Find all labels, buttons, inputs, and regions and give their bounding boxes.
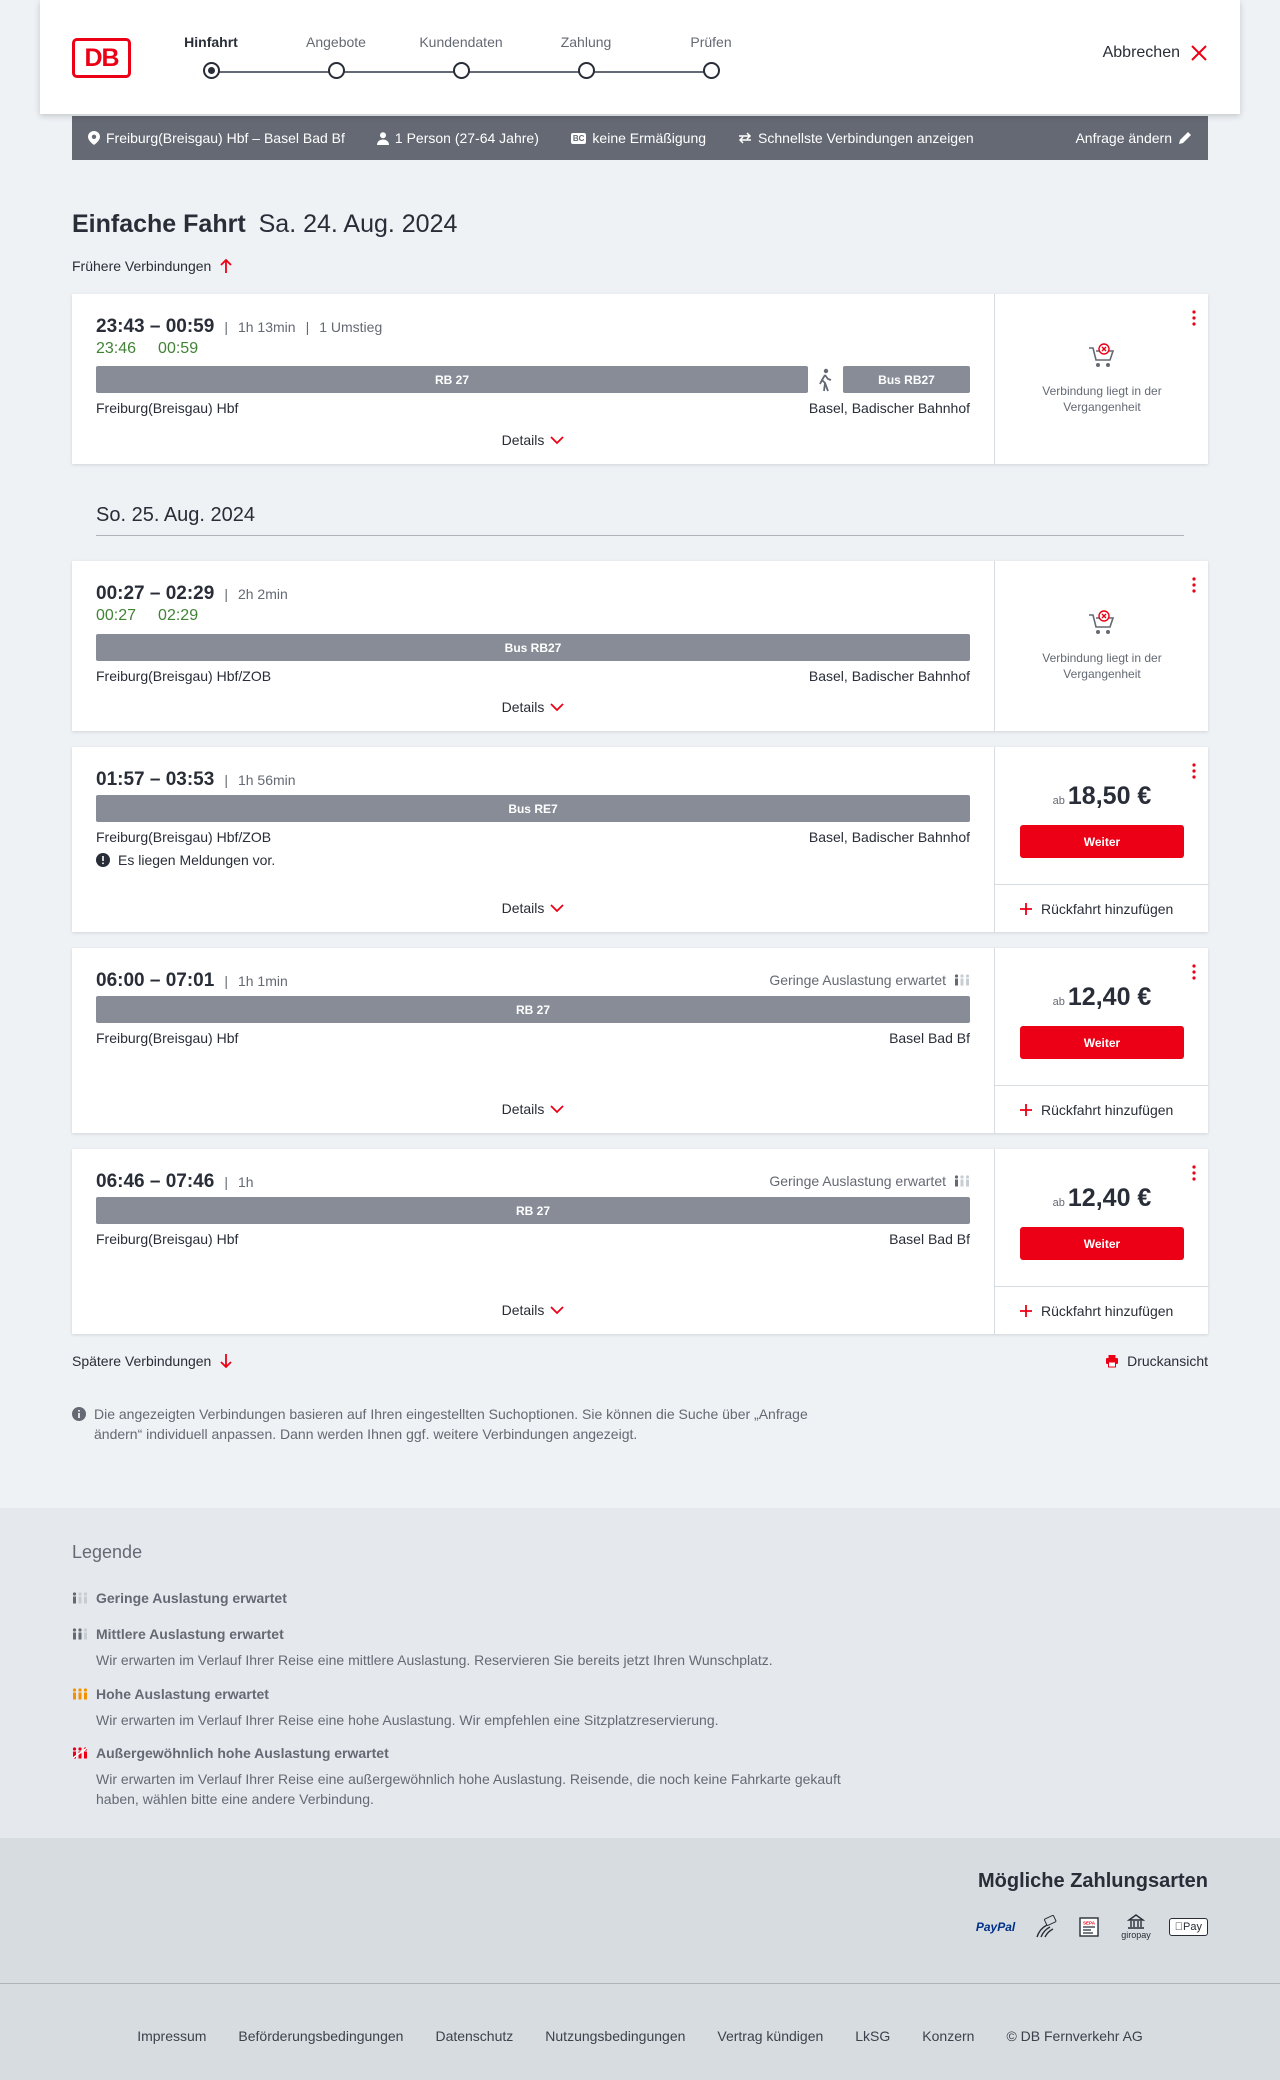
- step-label: Zahlung: [560, 34, 612, 50]
- legend-item-desc: Wir erwarten im Verlauf Ihrer Reise eine hohe Auslastung. Wir empfehlen eine Sitzplatzreservierung.: [96, 1712, 719, 1728]
- connection-times-row: [96, 316, 382, 338]
- arrow-down-icon: [219, 1353, 233, 1369]
- details-toggle[interactable]: [72, 699, 994, 715]
- connection-duration: 1h 1min: [237, 973, 288, 989]
- occupancy-info: [769, 972, 970, 988]
- stations-row: [96, 1030, 970, 1046]
- connection-times: 06:00 – 07:01: [96, 970, 215, 991]
- kebab-icon[interactable]: [1192, 1165, 1196, 1181]
- realtime-departure: 23:46: [96, 340, 137, 357]
- separator: |: [224, 1174, 228, 1190]
- giropay-icon: [1121, 1914, 1151, 1940]
- connection-card: [72, 747, 1208, 932]
- footer-link-nutzungsbedingungen[interactable]: Nutzungsbedingungen: [545, 2028, 686, 2044]
- kebab-icon[interactable]: [1192, 577, 1196, 593]
- connection-card: [72, 1149, 1208, 1334]
- chevron-down-icon: [550, 436, 564, 445]
- apple-pay-icon: [1169, 1918, 1208, 1936]
- payment-section: [0, 1838, 1280, 1983]
- info-text: Die angezeigten Verbindungen basieren auf Ihren eingestellten Suchoptionen. Sie können die Suche über „Anfrage ändern“ individuell anpassen. Dann werden Ihnen ggf. weitere Verbindungen angezeigt.: [94, 1406, 808, 1442]
- offer-panel: [994, 294, 1208, 464]
- bahncard-icon: BC: [572, 133, 585, 143]
- connection-duration: 2h 2min: [237, 586, 288, 602]
- destination-station: Basel Bad Bf: [889, 1231, 970, 1247]
- summary-route: [88, 130, 345, 146]
- chevron-down-icon: [550, 904, 564, 913]
- segment-bar[interactable]: RB 27: [96, 366, 808, 393]
- origin-station: Freiburg(Breisgau) Hbf/ZOB: [96, 829, 272, 845]
- summary-discount: [571, 130, 706, 146]
- stations-row: [96, 668, 970, 684]
- separator: |: [224, 586, 228, 602]
- connection-transfers: 1 Umstieg: [319, 319, 383, 335]
- summary-discount-text: keine Ermäßigung: [592, 130, 707, 146]
- step-label: Kundendaten: [419, 34, 503, 50]
- close-icon: [1190, 44, 1208, 62]
- connection-info: [72, 1149, 994, 1334]
- origin-station: Freiburg(Breisgau) Hbf: [96, 400, 239, 416]
- print-view-label: Druckansicht: [1127, 1353, 1208, 1369]
- legend-section: [0, 1508, 1280, 1838]
- trip-type: Einfache Fahrt: [72, 210, 246, 238]
- stations-row: [96, 1231, 970, 1247]
- price-prefix: ab: [1052, 795, 1065, 807]
- paypal-icon: [976, 1920, 1015, 1934]
- realtime-arrival: 00:59: [158, 340, 199, 357]
- connection-duration: 1h 13min: [237, 319, 296, 335]
- connection-times: 06:46 – 07:46: [96, 1171, 215, 1192]
- sepa-icon: [1077, 1915, 1103, 1939]
- stations-row: [96, 829, 970, 845]
- bank-card-icon: [1033, 1915, 1059, 1939]
- details-label: Details: [501, 432, 545, 448]
- apple-pay-text: Pay: [1183, 1921, 1202, 1933]
- legend-item-title: Außergewöhnlich hohe Auslastung erwartet: [96, 1745, 389, 1761]
- chevron-down-icon: [550, 703, 564, 712]
- legend-item-title: Geringe Auslastung erwartet: [96, 1590, 287, 1606]
- segment-bar[interactable]: Bus RB27: [843, 366, 970, 393]
- chevron-down-icon: [550, 1306, 564, 1315]
- offer-panel: [994, 561, 1208, 731]
- continue-button[interactable]: Weiter: [1020, 1227, 1184, 1260]
- connection-times-row: [96, 1171, 254, 1193]
- occupancy-text: Geringe Auslastung erwartet: [769, 972, 946, 988]
- price-amount: 18,50 €: [1067, 782, 1152, 810]
- occupancy-medium-icon: [72, 1628, 88, 1640]
- legend-item: [72, 1745, 872, 1809]
- connection-times: 01:57 – 03:53: [96, 769, 215, 790]
- summary-travellers-text: 1 Person (27-64 Jahre): [394, 130, 539, 146]
- add-return-trip-button[interactable]: [995, 884, 1209, 932]
- later-connections-link[interactable]: [72, 1353, 233, 1369]
- segment-bar[interactable]: Bus RB27: [96, 634, 970, 661]
- summary-travellers: [377, 130, 539, 146]
- step-dot-icon: [703, 62, 720, 79]
- day-separator: So. 25. Aug. 2024: [96, 504, 1184, 536]
- connection-times: 23:43 – 00:59: [96, 316, 215, 337]
- origin-station: Freiburg(Breisgau) Hbf/ZOB: [96, 668, 272, 684]
- change-request-button[interactable]: [1075, 130, 1192, 146]
- cart-blocked-icon: [1087, 342, 1117, 370]
- destination-station: Basel, Badischer Bahnhof: [808, 668, 970, 684]
- footer-link-impressum[interactable]: Impressum: [137, 2028, 207, 2044]
- separator: |: [224, 973, 228, 989]
- sepa-label: SEPA: [1083, 1920, 1096, 1926]
- footer-link-vertrag-kuendigen[interactable]: Vertrag kündigen: [717, 2028, 824, 2044]
- continue-button[interactable]: Weiter: [1020, 825, 1184, 858]
- info-icon: [72, 1407, 86, 1421]
- print-icon: [1105, 1354, 1119, 1368]
- legend-item-title: Mittlere Auslastung erwartet: [96, 1626, 284, 1642]
- connection-info: [72, 294, 994, 464]
- plus-icon: [1019, 1103, 1033, 1117]
- legend-item: [72, 1686, 872, 1730]
- swap-icon: [738, 132, 752, 144]
- connection-times-row: [96, 769, 296, 791]
- giropay-label: giropay: [1121, 1930, 1151, 1940]
- connection-card: [72, 948, 1208, 1133]
- change-request-label: Anfrage ändern: [1075, 130, 1172, 146]
- legend-item: [72, 1590, 872, 1606]
- paypal-label: PayPal: [975, 1920, 1016, 1934]
- earlier-connections-label: Frühere Verbindungen: [72, 258, 212, 274]
- kebab-icon[interactable]: [1192, 763, 1196, 779]
- origin-station: Freiburg(Breisgau) Hbf: [96, 1030, 239, 1046]
- realtime-arrival: 02:29: [158, 607, 199, 624]
- occupancy-high-icon: [72, 1688, 88, 1700]
- price-amount: 12,40 €: [1067, 1184, 1152, 1212]
- step-label: Angebote: [306, 34, 366, 50]
- details-label: Details: [501, 699, 545, 715]
- realtime-row: [96, 340, 198, 358]
- add-return-trip-label: Rückfahrt hinzufügen: [1041, 900, 1174, 917]
- summary-route-text: Freiburg(Breisgau) Hbf – Basel Bad Bf: [106, 130, 345, 146]
- connection-duration: 1h 56min: [237, 772, 296, 788]
- occupancy-extreme-icon: [72, 1747, 88, 1759]
- past-connection-info: [995, 609, 1209, 682]
- step-hinfahrt: [151, 34, 271, 79]
- footer-link-lksg[interactable]: LkSG: [855, 2028, 891, 2044]
- footer-link-befoerderungsbedingungen[interactable]: Beförderungsbedingungen: [238, 2028, 404, 2044]
- connection-times: 00:27 – 02:29: [96, 583, 215, 604]
- legend-item-desc: Wir erwarten im Verlauf Ihrer Reise eine außergewöhnlich hohe Auslastung. Reisende, die noch keine Fahrkarte gekauft haben, wählen bitte eine andere Verbindung.: [96, 1771, 841, 1807]
- realtime-row: [96, 607, 198, 625]
- step-dot-icon: [203, 62, 220, 79]
- details-label: Details: [501, 1101, 545, 1117]
- footer-link-datenschutz[interactable]: Datenschutz: [435, 2028, 514, 2044]
- details-label: Details: [501, 900, 545, 916]
- summary-option: [738, 130, 974, 146]
- step-dot-icon: [578, 62, 595, 79]
- offer-panel: [994, 1149, 1208, 1334]
- segment-bar[interactable]: Bus RE7: [96, 795, 970, 822]
- step-dot-icon: [328, 62, 345, 79]
- segment-bar[interactable]: RB 27: [96, 996, 970, 1023]
- payment-icons: [976, 1914, 1208, 1940]
- connection-info: [72, 747, 994, 932]
- details-label: Details: [501, 1302, 545, 1318]
- earlier-connections-link[interactable]: [72, 258, 233, 274]
- step-angebote: [276, 34, 396, 79]
- price-prefix: ab: [1052, 1197, 1065, 1209]
- legend-item-desc: Wir erwarten im Verlauf Ihrer Reise eine mittlere Auslastung. Reservieren Sie bereits jetzt Ihren Wunschplatz.: [96, 1652, 773, 1668]
- cart-blocked-icon: [1087, 609, 1117, 637]
- page-title: [72, 210, 457, 239]
- details-toggle[interactable]: [72, 1302, 994, 1318]
- footer: [0, 1983, 1280, 2080]
- summary-option-text: Schnellste Verbindungen anzeigen: [758, 130, 974, 146]
- destination-station: Basel, Badischer Bahnhof: [808, 829, 970, 845]
- booking-header: [40, 0, 1240, 114]
- details-toggle[interactable]: [72, 432, 994, 448]
- origin-station: Freiburg(Breisgau) Hbf: [96, 1231, 239, 1247]
- logo-text: DB: [84, 43, 119, 72]
- stations-row: [96, 400, 970, 416]
- connection-times-row: [96, 583, 288, 605]
- connection-info: [72, 561, 994, 731]
- warning-icon: [96, 853, 110, 867]
- offer-panel: [994, 948, 1208, 1133]
- location-pin-icon: [88, 131, 100, 145]
- step-zahlung: [526, 34, 646, 79]
- add-return-trip-label: Rückfahrt hinzufügen: [1041, 1101, 1174, 1118]
- price-amount: 12,40 €: [1067, 983, 1152, 1011]
- kebab-icon[interactable]: [1192, 310, 1196, 326]
- abort-label: Abbrechen: [1102, 44, 1180, 61]
- trip-date: Sa. 24. Aug. 2024: [258, 210, 458, 238]
- legend-item: [72, 1626, 872, 1670]
- disruption-notice[interactable]: [96, 852, 275, 868]
- past-connection-text: Verbindung liegt in der Vergangenheit: [1042, 384, 1162, 414]
- occupancy-icon: [954, 1175, 970, 1187]
- kebab-icon[interactable]: [1192, 964, 1196, 980]
- price-display: [995, 983, 1209, 1012]
- realtime-departure: 00:27: [96, 607, 137, 624]
- step-pruefen: [651, 34, 771, 79]
- destination-station: Basel, Badischer Bahnhof: [808, 400, 970, 416]
- separator: |: [305, 319, 310, 335]
- occupancy-low-icon: [72, 1592, 88, 1604]
- search-summary-bar: [72, 116, 1208, 160]
- price-prefix: ab: [1052, 996, 1065, 1008]
- footer-links: [0, 2028, 1280, 2044]
- price-display: [995, 782, 1209, 811]
- connection-times-row: [96, 970, 288, 992]
- occupancy-text: Geringe Auslastung erwartet: [769, 1173, 946, 1189]
- legend-title: Legende: [72, 1542, 143, 1562]
- plus-icon: [1019, 1304, 1033, 1318]
- apple-pay-label: [1175, 1921, 1202, 1933]
- step-kundendaten: [401, 34, 521, 79]
- separator: |: [224, 319, 228, 335]
- pencil-icon: [1178, 131, 1192, 145]
- occupancy-icon: [954, 974, 970, 986]
- footer-copyright: © DB Fernverkehr AG: [1006, 2028, 1143, 2044]
- step-label: Hinfahrt: [184, 34, 238, 50]
- arrow-up-icon: [219, 258, 233, 274]
- connection-card: [72, 561, 1208, 731]
- chevron-down-icon: [550, 1105, 564, 1114]
- walk-icon: [816, 368, 834, 392]
- offer-panel: [994, 747, 1208, 932]
- step-label: Prüfen: [690, 34, 732, 50]
- step-dot-icon: [453, 62, 470, 79]
- segment-bar[interactable]: RB 27: [96, 1197, 970, 1224]
- connection-info: [72, 948, 994, 1133]
- connection-card: [72, 294, 1208, 464]
- price-display: [995, 1184, 1209, 1213]
- connection-duration: 1h: [237, 1174, 254, 1190]
- continue-button[interactable]: Weiter: [1020, 1026, 1184, 1059]
- disruption-text: Es liegen Meldungen vor.: [118, 852, 276, 868]
- occupancy-info: [769, 1173, 970, 1189]
- later-connections-label: Spätere Verbindungen: [72, 1353, 212, 1369]
- info-note: [72, 1404, 852, 1444]
- db-logo[interactable]: [72, 38, 131, 78]
- person-icon: [377, 132, 389, 145]
- destination-station: Basel Bad Bf: [889, 1030, 970, 1046]
- plus-icon: [1019, 902, 1033, 916]
- print-view-link[interactable]: [1105, 1353, 1208, 1369]
- details-toggle[interactable]: [72, 1101, 994, 1117]
- add-return-trip-label: Rückfahrt hinzufügen: [1041, 1302, 1174, 1319]
- details-toggle[interactable]: [72, 900, 994, 916]
- add-return-trip-button[interactable]: [995, 1085, 1209, 1133]
- past-connection-info: [995, 342, 1209, 415]
- footer-link-konzern[interactable]: Konzern: [922, 2028, 975, 2044]
- past-connection-text: Verbindung liegt in der Vergangenheit: [1042, 651, 1162, 681]
- add-return-trip-button[interactable]: [995, 1286, 1209, 1334]
- separator: |: [224, 772, 228, 788]
- abort-button[interactable]: [1103, 44, 1208, 62]
- legend-item-title: Hohe Auslastung erwartet: [96, 1686, 269, 1702]
- payment-title: Mögliche Zahlungsarten: [977, 1870, 1208, 1892]
